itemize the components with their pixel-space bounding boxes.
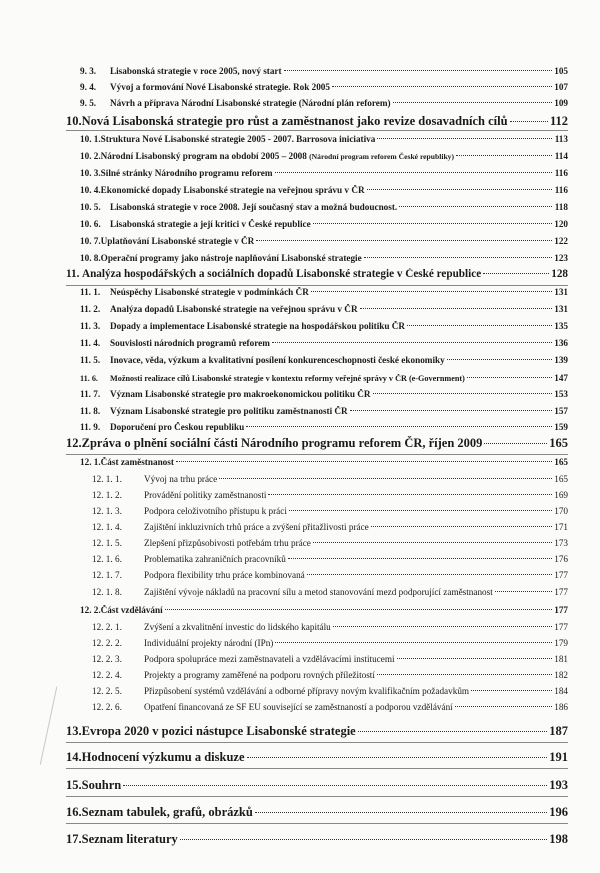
- toc-entry-title: Část vzdělávání: [100, 605, 163, 615]
- pencil-mark: [40, 686, 61, 765]
- toc-entry-12-2-1[interactable]: [92, 622, 568, 632]
- toc-entry-title: Lisabonská strategie v roce 2005, nový start: [110, 66, 282, 76]
- toc-entry-number: 17.: [66, 832, 82, 846]
- toc-entry-page: 128: [551, 268, 568, 280]
- toc-entry-title: Analýza dopadů Lisabonské strategie na veřejnou správu v ČR: [110, 304, 358, 314]
- dot-leader: [275, 171, 552, 173]
- toc-entry-title: Možnosti realizace cílů Lisabonské strategie v kontextu reformy veřejné správy v ČR (e-Government): [110, 374, 465, 383]
- toc-entry-12-2-6[interactable]: [92, 702, 568, 712]
- toc-entry-page: 182: [554, 670, 568, 680]
- dot-leader: [399, 205, 552, 207]
- toc-entry-title: Doporučení pro Českou republiku: [110, 422, 245, 432]
- divider: [66, 768, 568, 769]
- toc-entry-number: 11. 7.: [80, 389, 101, 399]
- toc-entry-title: Souhrn: [81, 778, 122, 792]
- dot-leader: [123, 784, 547, 786]
- dot-leader: [377, 137, 552, 139]
- toc-entry-number: 12. 2. 4.: [92, 670, 122, 680]
- dot-leader: [377, 673, 552, 675]
- toc-chapter-16[interactable]: [66, 805, 568, 820]
- toc-entry-title: Podpora spolupráce mezi zaměstnavateli a vzdělávacími institucemi: [144, 654, 395, 664]
- toc-entry-page: 179: [554, 638, 568, 648]
- toc-entry-page: 184: [554, 686, 568, 696]
- toc-entry-number: 10. 8.: [80, 253, 101, 263]
- toc-entry-10-1[interactable]: [80, 134, 568, 144]
- dot-leader: [180, 838, 547, 840]
- dot-leader: [360, 307, 552, 309]
- toc-entry-number: 12. 2. 5.: [92, 686, 122, 696]
- toc-entry-page: 131: [554, 287, 568, 297]
- dot-leader: [510, 120, 548, 122]
- toc-entry-12-1-2[interactable]: [92, 490, 568, 500]
- toc-entry-number: 12. 1. 7.: [92, 570, 122, 580]
- toc-entry-page: 169: [554, 490, 568, 500]
- toc-entry-page: 181: [554, 654, 568, 664]
- divider: [66, 285, 568, 286]
- toc-entry-10-2[interactable]: [80, 151, 568, 161]
- toc-entry-page: 107: [554, 82, 568, 92]
- toc-entry-page: 165: [549, 436, 568, 450]
- toc-entry-title: Nová Lisabonská strategie pro růst a zaměstnanost jako revize dosavadních cílů: [81, 114, 508, 128]
- dot-leader: [350, 409, 552, 411]
- toc-entry-title: Silné stránky Národního programu reforem: [100, 168, 273, 178]
- toc-entry-page: 116: [554, 185, 568, 195]
- toc-entry-title: Dopady a implementace Lisabonské strategie na hospodářskou politiku ČR: [110, 321, 406, 331]
- divider: [66, 823, 568, 824]
- dot-leader: [247, 756, 548, 758]
- toc-entry-11-2[interactable]: [80, 304, 568, 314]
- toc-entry-number: 12. 1. 3.: [92, 506, 122, 516]
- toc-entry-number: 10.: [66, 114, 82, 128]
- dot-leader: [407, 324, 552, 326]
- toc-entry-title: Neúspěchy Lisabonské strategie v podmínkách ČR: [110, 287, 309, 297]
- toc-entry-number: 12. 1. 1.: [92, 474, 122, 484]
- toc-entry-page: 170: [554, 506, 568, 516]
- toc-entry-number: 10. 1.: [80, 134, 101, 144]
- toc-entry-number: 12. 1. 6.: [92, 554, 122, 564]
- toc-chapter-13[interactable]: [66, 724, 568, 739]
- toc-entry-number: 11. 9.: [80, 422, 101, 432]
- toc-entry-title: Operační programy jako nástroje naplňování Lisabonské strategie: [100, 253, 362, 263]
- dot-leader: [313, 222, 552, 224]
- toc-entry-11-1[interactable]: [80, 287, 568, 297]
- toc-entry-number: 11. 4.: [80, 338, 101, 348]
- toc-entry-number: 12. 1. 5.: [92, 538, 122, 548]
- toc-entry-page: 136: [554, 338, 568, 348]
- dot-leader: [246, 425, 552, 427]
- toc-entry-number: 12. 2.: [80, 605, 101, 615]
- toc-entry-number: 12. 2. 3.: [92, 654, 122, 664]
- toc-entry-number: 11. 1.: [80, 287, 101, 297]
- toc-entry-title: Zajištění inkluzivních trhů práce a zvýšení přitažlivosti práce: [144, 522, 369, 532]
- toc-entry-page: 177: [554, 605, 568, 615]
- toc-entry-number: 9. 3.: [80, 66, 97, 76]
- dot-leader: [358, 730, 548, 732]
- toc-entry-number: 12. 2. 1.: [92, 622, 122, 632]
- toc-entry-number: 16.: [66, 805, 82, 819]
- toc-entry-number: 12.: [66, 436, 82, 450]
- divider: [66, 130, 568, 131]
- toc-entry-10-3[interactable]: [80, 168, 568, 178]
- dot-leader: [332, 85, 552, 87]
- toc-entry-title: Vývoj na trhu práce: [144, 474, 218, 484]
- toc-entry-title: Uplatňování Lisabonské strategie v ČR: [100, 236, 255, 246]
- toc-entry-12-1-5[interactable]: [92, 538, 568, 548]
- toc-entry-12-2-4[interactable]: [92, 670, 568, 680]
- toc-entry-10-6[interactable]: [80, 219, 568, 229]
- toc-entry-9-4[interactable]: [80, 82, 568, 92]
- toc-entry-page: 135: [554, 321, 568, 331]
- dot-leader: [397, 657, 552, 659]
- toc-chapter-10[interactable]: [66, 114, 568, 129]
- toc-entry-page: 159: [554, 422, 568, 432]
- toc-entry-page: 171: [554, 522, 568, 532]
- toc-entry-11-4[interactable]: [80, 338, 568, 348]
- toc-entry-title: Problematika zahraničních pracovníků: [144, 554, 286, 564]
- toc-entry-title: Návrh a příprava Národní Lisabonské strategie (Národní plán reforem): [110, 98, 391, 108]
- toc-entry-number: 10. 6.: [80, 219, 101, 229]
- toc-entry-11-5[interactable]: [80, 355, 568, 365]
- toc-entry-title: Analýza hospodářských a sociálních dopadů Lisabonské strategie v České republice: [82, 268, 482, 280]
- toc-entry-title: Seznam literatury: [81, 832, 178, 846]
- toc-entry-page: 123: [554, 253, 568, 263]
- toc-entry-11-7[interactable]: [80, 389, 568, 399]
- toc-chapter-14[interactable]: [66, 750, 568, 765]
- toc-entry-number: 12. 1. 8.: [92, 587, 122, 597]
- toc-entry-title: Provádění politiky zaměstnanosti: [144, 490, 267, 500]
- toc-entry-page: 165: [554, 474, 568, 484]
- toc-entry-page: 114: [554, 151, 568, 161]
- dot-leader: [373, 392, 552, 394]
- toc-entry-number: 12. 1. 2.: [92, 490, 122, 500]
- toc-chapter-12[interactable]: [66, 436, 568, 451]
- toc-entry-page: 105: [554, 66, 568, 76]
- toc-entry-12-1[interactable]: [80, 457, 568, 467]
- toc-entry-number: 13.: [66, 724, 82, 738]
- divider: [66, 742, 568, 743]
- toc-entry-title-note: (Národní program reforem České republiky): [309, 152, 454, 161]
- toc-entry-page: 139: [554, 355, 568, 365]
- toc-entry-12-1-6[interactable]: [92, 554, 568, 564]
- dot-leader: [311, 290, 552, 292]
- toc-entry-number: 11. 3.: [80, 321, 101, 331]
- toc-entry-title: Seznam tabulek, grafů, obrázků: [81, 805, 253, 819]
- dot-leader: [256, 239, 552, 241]
- toc-entry-page: 112: [549, 114, 568, 128]
- toc-entry-12-1-1[interactable]: [92, 474, 568, 484]
- divider: [66, 454, 568, 455]
- toc-entry-title: Přizpůsobení systémů vzdělávání a odborné přípravy novým kvalifikačním požadavkům: [144, 686, 470, 696]
- toc-entry-11-8[interactable]: [80, 406, 568, 416]
- toc-entry-11-9[interactable]: [80, 422, 568, 432]
- toc-entry-number: 11. 5.: [80, 355, 101, 365]
- toc-chapter-11[interactable]: [66, 268, 568, 280]
- toc-entry-11-3[interactable]: [80, 321, 568, 331]
- dot-leader: [219, 477, 552, 479]
- toc-entry-page: 186: [554, 702, 568, 712]
- toc-entry-page: 191: [549, 750, 568, 764]
- toc-entry-page: 147: [554, 373, 568, 383]
- toc-entry-number: 10. 2.: [80, 151, 101, 161]
- toc-entry-9-3[interactable]: [80, 66, 568, 76]
- toc-entry-11-6[interactable]: [80, 373, 568, 383]
- toc-entry-page: 116: [554, 168, 568, 178]
- dot-leader: [393, 101, 552, 103]
- dot-leader: [272, 341, 552, 343]
- dot-leader: [447, 358, 552, 360]
- toc-entry-12-2-3[interactable]: [92, 654, 568, 664]
- toc-entry-title: Struktura Nové Lisabonské strategie 2005 - 2007. Barrosova iniciativa: [100, 134, 376, 144]
- toc-entry-title: Projekty a programy zaměřené na podporu rovných příležitostí: [144, 670, 375, 680]
- dot-leader: [364, 256, 552, 258]
- toc-entry-12-1-4[interactable]: [92, 522, 568, 532]
- toc-entry-title: Význam Lisabonské strategie pro makroekonomickou politiku ČR: [110, 389, 371, 399]
- toc-entry-page: 157: [554, 406, 568, 416]
- dot-leader: [289, 509, 552, 511]
- toc-entry-title: Zpráva o plnění sociální části Národního programu reforem ČR, říjen 2009: [81, 436, 483, 450]
- toc-entry-page: 120: [554, 219, 568, 229]
- toc-entry-number: 12. 2. 2.: [92, 638, 122, 648]
- toc-entry-12-2[interactable]: [80, 605, 568, 615]
- dot-leader: [275, 641, 552, 643]
- toc-entry-title: Zvýšení a zkvalitnění investic do lidského kapitálu: [144, 622, 331, 632]
- toc-entry-title: Evropa 2020 v pozici nástupce Lisabonské strategie: [81, 724, 356, 738]
- toc-entry-page: 131: [554, 304, 568, 314]
- dot-leader: [313, 541, 552, 543]
- toc-entry-page: 177: [554, 570, 568, 580]
- toc-entry-page: 193: [549, 778, 568, 792]
- dot-leader: [367, 188, 552, 190]
- dot-leader: [484, 442, 547, 444]
- toc-entry-title: Zlepšení přizpůsobivosti potřebám trhu práce: [144, 538, 311, 548]
- toc-entry-number: 9. 4.: [80, 82, 97, 92]
- toc-entry-page: 109: [554, 98, 568, 108]
- dot-leader: [471, 689, 552, 691]
- dot-leader: [176, 460, 552, 462]
- toc-entry-12-1-8[interactable]: [92, 587, 568, 597]
- toc-entry-title: Zajištění vývoje nákladů na pracovní sílu a metod stanovování mezd podporující zaměstnanost: [144, 587, 493, 597]
- toc-entry-number: 11.: [66, 268, 80, 280]
- toc-entry-number: 11. 8.: [80, 406, 101, 416]
- toc-entry-page: 198: [549, 832, 568, 846]
- toc-entry-title-main: Národní Lisabonský program na období 2005 – 2008: [100, 151, 307, 161]
- dot-leader: [307, 573, 552, 575]
- toc-entry-title: Ekonomické dopady Lisabonské strategie na veřejnou správu v ČR: [100, 185, 365, 195]
- toc-entry-number: 9. 5.: [80, 98, 97, 108]
- toc-entry-title: Význam Lisabonské strategie pro politiku zaměstnanosti ČR: [110, 406, 348, 416]
- toc-entry-number: 10. 4.: [80, 185, 101, 195]
- dot-leader: [495, 590, 552, 592]
- toc-entry-10-4[interactable]: [80, 185, 568, 195]
- toc-entry-title: [101, 151, 454, 161]
- toc-entry-9-5[interactable]: [80, 98, 568, 108]
- toc-entry-title: Lisabonská strategie v roce 2008. Její současný stav a možná budoucnost.: [110, 202, 398, 212]
- toc-entry-number: 10. 5.: [80, 202, 101, 212]
- dot-leader: [255, 811, 547, 813]
- toc-entry-10-8[interactable]: [80, 253, 568, 263]
- toc-entry-12-2-2[interactable]: [92, 638, 568, 648]
- toc-entry-title: Podpora flexibility trhu práce kombinovaná: [144, 570, 305, 580]
- toc-entry-number: 10. 7.: [80, 236, 101, 246]
- toc-entry-12-1-3[interactable]: [92, 506, 568, 516]
- toc-entry-page: 196: [549, 805, 568, 819]
- dot-leader: [268, 493, 552, 495]
- dot-leader: [288, 557, 552, 559]
- toc-entry-title: Inovace, věda, výzkum a kvalitativní posílení konkurenceschopnosti české ekonomiky: [110, 355, 445, 365]
- toc-entry-page: 187: [549, 724, 568, 738]
- toc-entry-number: 14.: [66, 750, 82, 764]
- toc-entry-number: 12. 1.: [80, 457, 101, 467]
- toc-entry-10-5[interactable]: [80, 202, 568, 212]
- toc-entry-number: 10. 3.: [80, 168, 101, 178]
- toc-entry-title: Hodnocení výzkumu a diskuze: [81, 750, 245, 764]
- dot-leader: [165, 608, 552, 610]
- toc-entry-page: 122: [554, 236, 568, 246]
- toc-entry-page: 153: [554, 389, 568, 399]
- toc-entry-page: 177: [554, 587, 568, 597]
- toc-entry-number: 15.: [66, 778, 82, 792]
- toc-entry-title: Vývoj a formování Nové Lisabonské strategie. Rok 2005: [110, 82, 330, 92]
- dot-leader: [333, 625, 552, 627]
- toc-entry-title: Individuální projekty národní (IPn): [144, 638, 274, 648]
- toc-entry-10-7[interactable]: [80, 236, 568, 246]
- dot-leader: [483, 272, 549, 274]
- toc-entry-number: 12. 2. 6.: [92, 702, 122, 712]
- toc-entry-title: Podpora celoživotního přístupu k práci: [144, 506, 287, 516]
- toc-entry-page: 165: [554, 457, 568, 467]
- toc-entry-page: 118: [554, 202, 568, 212]
- toc-entry-page: 173: [554, 538, 568, 548]
- toc-entry-number: 11. 2.: [80, 304, 101, 314]
- toc-entry-title: Část zaměstnanost: [100, 457, 174, 467]
- toc-entry-page: 176: [554, 554, 568, 564]
- toc-chapter-17[interactable]: [66, 832, 568, 847]
- dot-leader: [467, 376, 552, 378]
- toc-entry-page: 177: [554, 622, 568, 632]
- toc-entry-title: Opatření financovaná ze SF EU související se zaměstnaností a podporou vzdělávání: [144, 702, 453, 712]
- toc-entry-number: 11. 6.: [80, 374, 98, 383]
- dot-leader: [455, 705, 552, 707]
- toc-entry-12-2-5[interactable]: [92, 686, 568, 696]
- toc-chapter-15[interactable]: [66, 778, 568, 793]
- dot-leader: [284, 69, 552, 71]
- dot-leader: [456, 154, 552, 156]
- toc-entry-12-1-7[interactable]: [92, 570, 568, 580]
- toc-entry-page: 113: [554, 134, 568, 144]
- dot-leader: [371, 525, 552, 527]
- toc-entry-title: Lisabonská strategie a její kritici v České republice: [110, 219, 311, 229]
- toc-entry-title: Souvislosti národních programů reforem: [110, 338, 270, 348]
- divider: [66, 796, 568, 797]
- toc-entry-number: 12. 1. 4.: [92, 522, 122, 532]
